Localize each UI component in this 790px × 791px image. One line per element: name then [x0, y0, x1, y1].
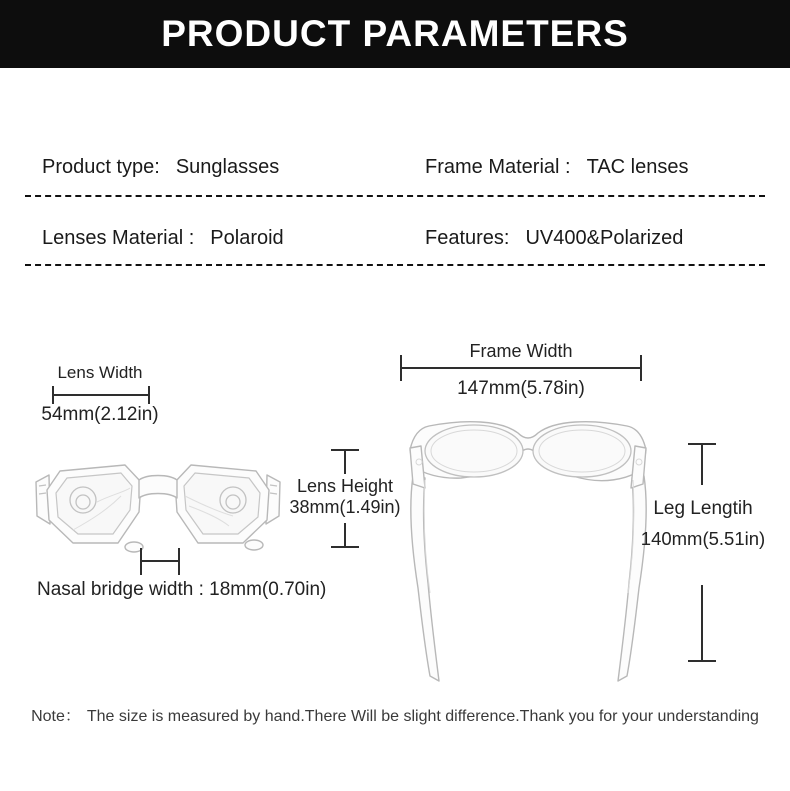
spec-value: Polaroid	[210, 227, 284, 249]
nasal-bridge-measure-line	[140, 548, 180, 575]
divider-dashed	[25, 195, 765, 197]
spec-frame-material	[425, 156, 688, 179]
note-label: Note：	[31, 708, 81, 725]
glasses-front-view-image	[33, 452, 283, 558]
spec-value: Sunglasses	[175, 156, 280, 178]
header-banner	[0, 0, 790, 68]
leg-length-label: Leg Lengtih	[653, 498, 753, 519]
spec-label: Features:	[425, 227, 510, 249]
page-title: PRODUCT PARAMETERS	[161, 13, 629, 54]
spec-value: TAC lenses	[586, 156, 689, 178]
lens-width-value: 54mm(2.12in)	[41, 404, 159, 425]
nasal-bridge-label: Nasal bridge width : 18mm(0.70in)	[37, 579, 327, 600]
frame-width-value: 147mm(5.78in)	[457, 378, 585, 399]
spec-lenses-material	[42, 227, 284, 250]
lens-height-measure-top	[331, 449, 359, 474]
leg-length-value: 140mm(5.51in)	[640, 528, 766, 549]
lens-width-label: Lens Width	[57, 363, 143, 382]
divider-dashed	[25, 264, 765, 266]
spec-value: UV400&Polarized	[525, 227, 684, 249]
frame-width-label: Frame Width	[469, 341, 573, 361]
footer-note	[0, 703, 790, 726]
spec-features	[425, 227, 683, 250]
spec-label: Lenses Material :	[42, 227, 195, 249]
leg-length-measure-bottom	[688, 585, 716, 662]
spec-label: Frame Material :	[425, 156, 571, 178]
lens-height-measure-bottom	[331, 523, 359, 548]
spec-label: Product type:	[42, 156, 160, 178]
spec-product-type	[42, 156, 279, 179]
lens-height-value: 38mm(1.49in)	[289, 497, 401, 517]
leg-length-measure-top	[688, 443, 716, 485]
lens-height-label: Lens Height	[296, 476, 394, 496]
lens-width-measure-line	[52, 386, 150, 404]
note-text: The size is measured by hand.There Will be slight difference.Thank you for your understanding	[86, 708, 759, 725]
